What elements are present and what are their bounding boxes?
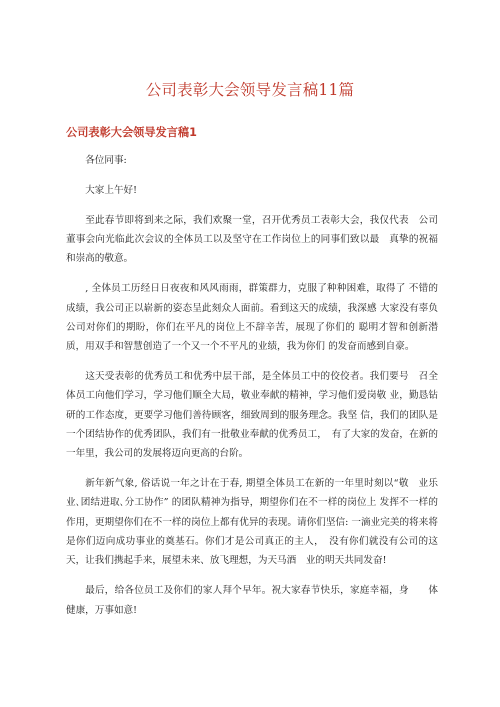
document-body: [66, 151, 438, 630]
document-title: 公司表彰大会领导发言稿11篇: [145, 81, 355, 99]
section-heading: 公司表彰大会领导发言稿1: [66, 126, 197, 139]
paragraph-greeting: 大家上午好!: [85, 184, 138, 196]
paragraph-new-year: 新年新气象, 俗话说一年之计在于春, 期望全体员工在新的一年里时刻以“敬 业乐业､团结进取､分工协作” 的团队精神为指导，期望你们在不一样的岗位上 发挥不一样的作用，更期望你们在不一样的岗位上都有优异的表现。请你们坚信: 一滴业完美的将来将是你们迈向成功事业的奠基石。你们才是公司真正的主人， 没有你们就没有公司的这天，让我们携起手来，展望未来、放飞理想，为天马酒 业的明天共同发奋!: [66, 478, 438, 567]
paragraph-salutation: 各位同事:: [85, 155, 127, 166]
paragraph-honorees: 这天受表彰的优秀员工和优秀中层干部，是全体员工中的佼佼者。我们要号 召全体员工向他们学习，学习他们顺全大局，敬业奉献的精神，学习他们爱岗敬 业，勤恳钻研的工作态度，更要学习他们善待顾客，细致周到的服务理念。我坚 信，我们的团队是一个团结协作的优秀团队，我们有一批敬业奉献的优秀员工， 有了大家的发奋，在新的一年里，我公司的发展将迈向更高的台阶。: [66, 371, 438, 460]
paragraph-achievements: , 全体员工历经日日夜夜和风风雨雨，群策群力，克服了种种困难，取得了 不错的成绩，我公司正以崭新的姿态呈此刻众人面前。看到这天的成绩，我深感 大家没有辜负公司对你们的期盼，你们在平凡的岗位上不辞辛苦，展现了你们的 聪明才智和创新潜质，用双手和智慧创造了一个又一个不平凡的业绩，我为你们 的发奋而感到自豪。: [66, 283, 438, 353]
paragraph-closing: 最后，给各位员工及你们的家人拜个早年。祝大家春节快乐，家庭幸福，身 体健康，万事如意!: [66, 585, 438, 616]
paragraph-opening: 至此春节即将到来之际，我们欢聚一堂，召开优秀员工表彰大会，我仅代表 公司董事会向光临此次会议的全体员工以及坚守在工作岗位上的同事们致以最 真挚的祝福和崇高的敬意。: [66, 214, 438, 265]
